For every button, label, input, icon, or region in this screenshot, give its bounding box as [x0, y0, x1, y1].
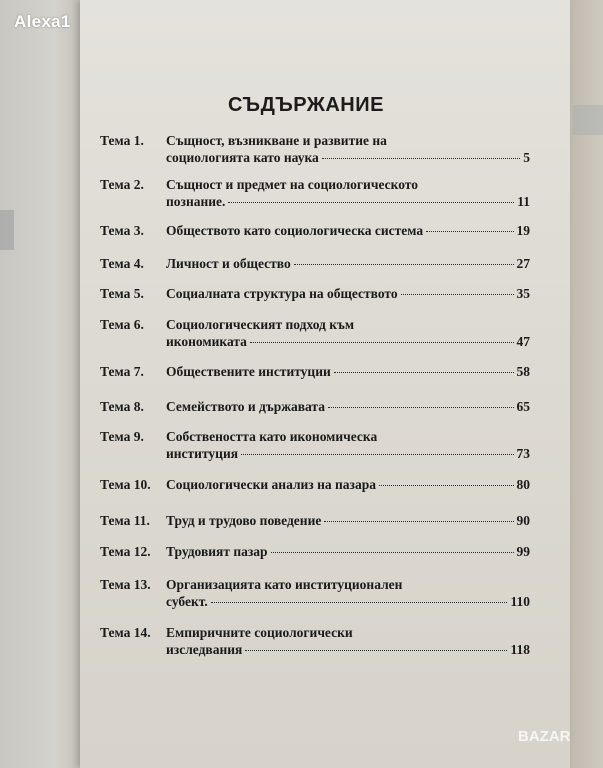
toc-entry-label: Тема 9.	[100, 429, 144, 444]
toc-entry	[100, 363, 530, 380]
toc-entry	[100, 316, 530, 350]
toc-entry-title: Емпиричните социологически	[166, 625, 353, 640]
toc-entry	[100, 576, 530, 610]
toc-entry-title-continued: изследвания	[166, 642, 243, 657]
toc-entry-label: Тема 2.	[100, 177, 144, 192]
toc-entry-title: Социологически анализ на пазара	[166, 477, 376, 492]
toc-entry-title: Социалната структура на обществото	[166, 286, 398, 301]
toc-entry-title: Собствеността като икономическа	[166, 429, 378, 444]
toc-entry-page: 11	[517, 194, 530, 209]
toc-entry-title: Организацията като институционален	[166, 577, 403, 592]
toc-entry-title: Същност и предмет на социологическото	[166, 177, 418, 192]
toc-entry-leader	[334, 372, 514, 373]
toc-entry-leader	[241, 454, 513, 455]
toc-entry-label: Тема 6.	[100, 317, 144, 332]
toc-entry-leader	[379, 485, 514, 486]
toc-entry-page: 90	[516, 513, 530, 528]
toc-entry-page: 80	[516, 477, 530, 492]
toc-entry-leader	[211, 602, 508, 603]
toc-entry-page: 5	[523, 150, 530, 165]
toc-entry-label: Тема 7.	[100, 364, 144, 379]
toc-entry-title-continued: познание.	[166, 194, 226, 209]
toc-entry	[100, 512, 530, 529]
toc-entry-leader	[324, 521, 513, 522]
toc-entry	[100, 255, 530, 272]
toc-entry-label: Тема 12.	[100, 544, 151, 559]
toc-entry-page: 27	[516, 256, 530, 271]
left-page-print	[0, 210, 14, 250]
toc-entry	[100, 543, 530, 560]
toc-entry	[100, 476, 530, 493]
page-title: СЪДЪРЖАНИЕ	[228, 94, 384, 116]
toc-entry	[100, 398, 530, 415]
toc-entry-label: Тема 14.	[100, 625, 151, 640]
toc-entry-page: 19	[516, 223, 530, 238]
toc-entry-label: Тема 11.	[100, 513, 150, 528]
left-page-edge	[0, 0, 92, 768]
watermark-username: Alexa1	[14, 12, 71, 31]
toc-entry	[100, 428, 530, 462]
toc-entry-title: Личност и общество	[166, 256, 291, 271]
toc-entry-label: Тема 8.	[100, 399, 144, 414]
toc-entry-leader	[322, 158, 520, 159]
toc-entry-leader	[250, 342, 514, 343]
toc-entry	[100, 132, 530, 166]
toc-entry-title: Семейството и държавата	[166, 399, 325, 414]
toc-entry	[100, 285, 530, 302]
toc-entry-label: Тема 13.	[100, 577, 151, 592]
toc-entry-leader	[426, 231, 513, 232]
toc-entry-leader	[328, 407, 514, 408]
toc-entry-title: Обществото като социологическа система	[166, 223, 424, 238]
bazar-logo: BAZAR	[518, 728, 571, 745]
toc-entry-leader	[228, 202, 514, 203]
toc-entry-title: Труд и трудово поведение	[166, 513, 322, 528]
toc-entry-leader	[401, 294, 514, 295]
toc-entry-page: 99	[516, 544, 530, 559]
toc-entry-page: 58	[516, 364, 530, 379]
toc-entry-title: Трудовият пазар	[166, 544, 268, 559]
toc-entry-page: 65	[516, 399, 530, 414]
toc-entry-page: 35	[516, 286, 530, 301]
toc-entry-page: 110	[510, 594, 530, 609]
toc-entry-title-continued: икономиката	[166, 334, 247, 349]
toc-entry-title-continued: институция	[166, 446, 239, 461]
toc-entry-leader	[245, 650, 507, 651]
toc-entry-label: Тема 10.	[100, 477, 151, 492]
toc-entry-leader	[271, 552, 514, 553]
toc-entry-title-continued: субект.	[166, 594, 208, 609]
right-page-print	[573, 105, 603, 135]
toc-entry-page: 118	[510, 642, 530, 657]
toc-entry-page: 73	[516, 446, 530, 461]
toc-entry-label: Тема 3.	[100, 223, 144, 238]
toc-entry	[100, 624, 530, 658]
toc-entry-leader	[294, 264, 514, 265]
toc-entry-label: Тема 1.	[100, 133, 144, 148]
toc-entry-title: Социологическият подход към	[166, 317, 355, 332]
toc-entry-title: Обществените институции	[166, 364, 331, 379]
toc-entry	[100, 176, 530, 210]
toc-entry-label: Тема 5.	[100, 286, 144, 301]
toc-entry-title-continued: социологията като наука	[166, 150, 319, 165]
right-page-edge	[565, 0, 603, 768]
toc-entry-page: 47	[516, 334, 530, 349]
toc-entry-title: Същност, възникване и развитие на	[166, 133, 387, 148]
toc-entry-label: Тема 4.	[100, 256, 144, 271]
toc-entry	[100, 222, 530, 239]
